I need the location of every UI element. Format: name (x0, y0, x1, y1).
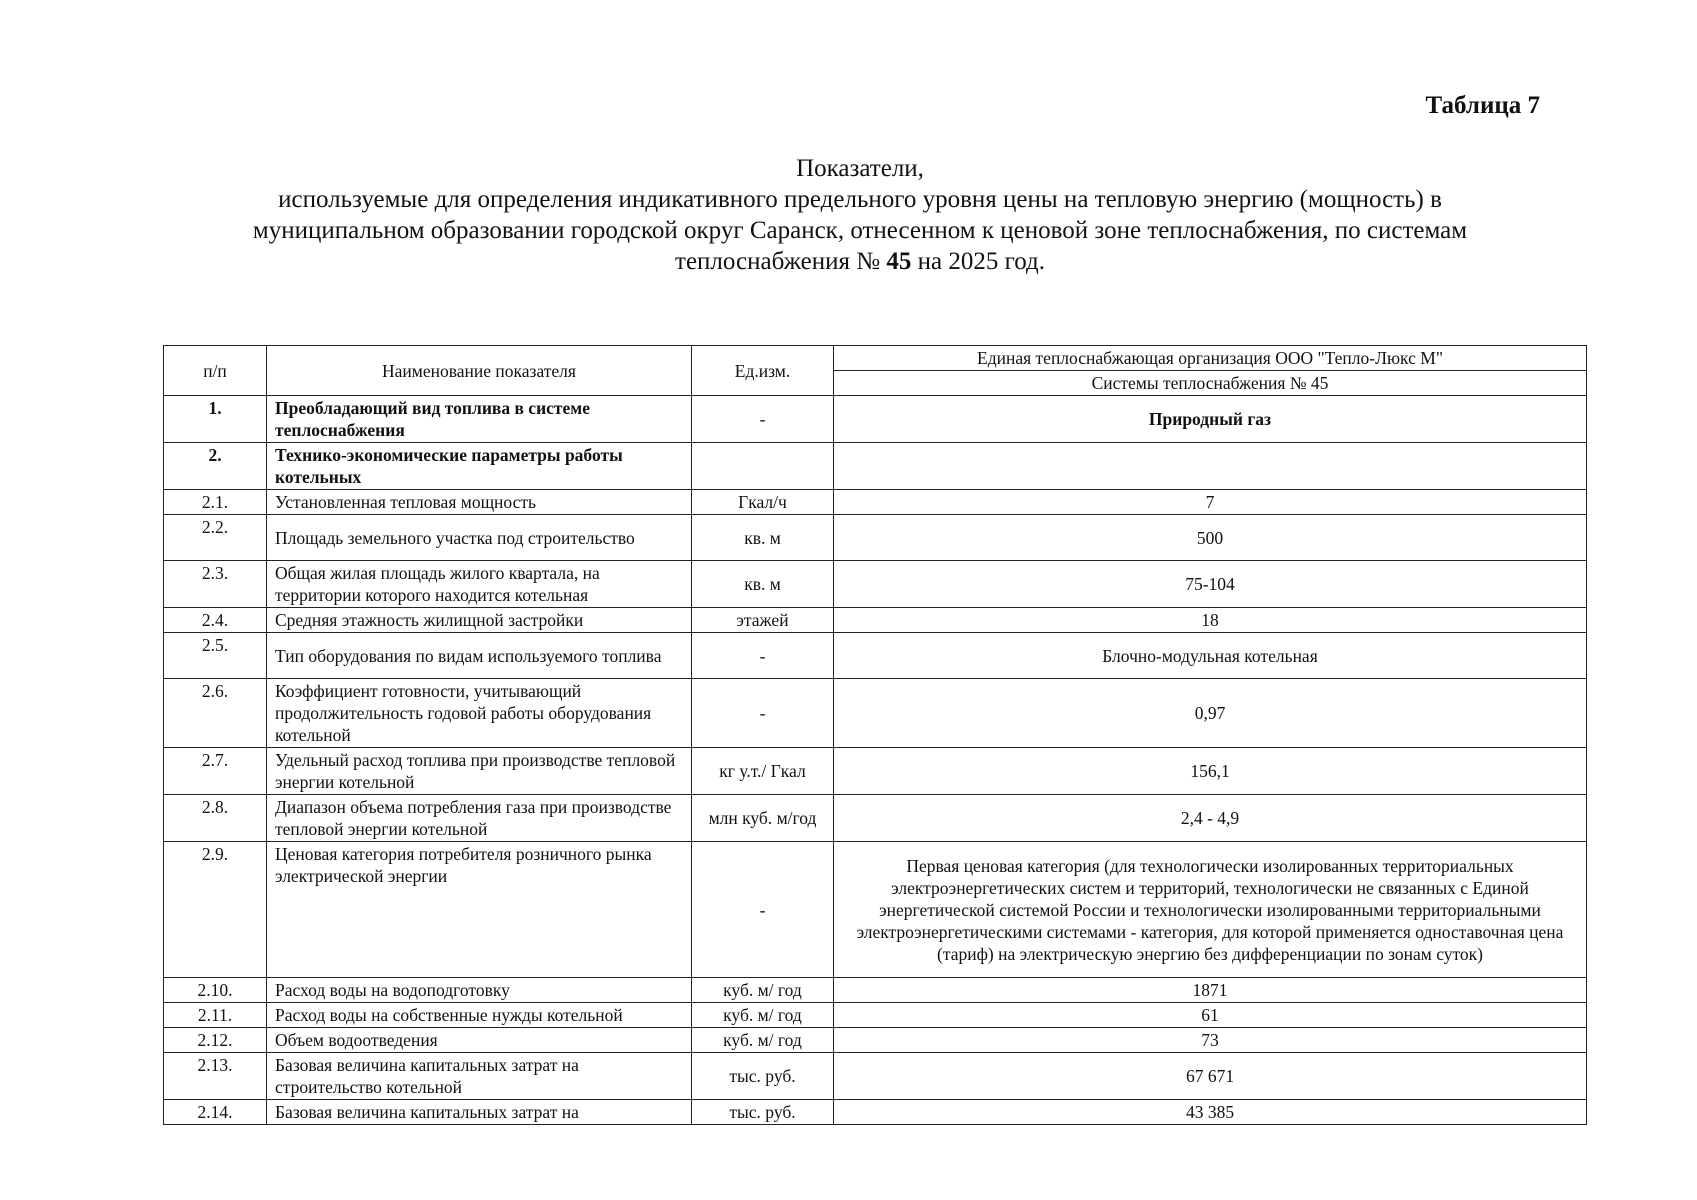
table-row (164, 608, 1587, 633)
row-name: Общая жилая площадь жилого квартала, на территории которого находится котельная (267, 561, 692, 608)
row-name: Средняя этажность жилищной застройки (267, 608, 692, 633)
row-num: 2.7. (164, 748, 267, 795)
row-num: 2.13. (164, 1053, 267, 1100)
table-row (164, 978, 1587, 1003)
row-num: 2.14. (164, 1100, 267, 1125)
row-value: 73 (834, 1028, 1587, 1053)
table-row (164, 443, 1587, 490)
row-unit: млн куб. м/год (692, 795, 834, 842)
row-num: 2.10. (164, 978, 267, 1003)
heading-line-4-pre: теплоснабжения № (675, 248, 881, 275)
row-value: 18 (834, 608, 1587, 633)
header-system: Системы теплоснабжения № 45 (834, 371, 1587, 396)
row-name: Установленная тепловая мощность (267, 490, 692, 515)
row-unit: куб. м/ год (692, 1028, 834, 1053)
heading-line-3: муниципальном образовании городской округ Саранск, отнесенном к ценовой зоне теплоснабжения, по системам (252, 217, 1468, 244)
heading-line-4 (160, 246, 1560, 277)
row-name: Удельный расход топлива при производстве тепловой энергии котельной (267, 748, 692, 795)
row-unit: - (692, 842, 834, 978)
row-value: 156,1 (834, 748, 1587, 795)
row-unit: куб. м/ год (692, 978, 834, 1003)
row-unit: этажей (692, 608, 834, 633)
row-name: Преобладающий вид топлива в системе теплоснабжения (267, 396, 692, 443)
row-name: Технико-экономические параметры работы котельных (267, 443, 692, 490)
table-row (164, 1053, 1587, 1100)
table-row (164, 515, 1587, 561)
heading-line-1: Показатели, (796, 155, 924, 182)
row-unit: - (692, 679, 834, 748)
table-row (164, 633, 1587, 679)
row-num: 2.4. (164, 608, 267, 633)
row-value: 67 671 (834, 1053, 1587, 1100)
row-unit: кг у.т./ Гкал (692, 748, 834, 795)
row-value (834, 443, 1587, 490)
row-unit: куб. м/ год (692, 1003, 834, 1028)
row-value: Блочно-модульная котельная (834, 633, 1587, 679)
row-name: Диапазон объема потребления газа при производстве тепловой энергии котельной (267, 795, 692, 842)
heading-line-2: используемые для определения индикативного предельного уровня цены на тепловую энергию (мощность) в (278, 186, 1442, 213)
row-unit: кв. м (692, 515, 834, 561)
row-value: 75-104 (834, 561, 1587, 608)
table-row (164, 679, 1587, 748)
row-num: 2.3. (164, 561, 267, 608)
header-num: п/п (164, 346, 267, 396)
row-name: Базовая величина капитальных затрат на строительство котельной (267, 1053, 692, 1100)
row-num: 1. (164, 396, 267, 443)
row-unit: - (692, 396, 834, 443)
table-label: Таблица 7 (1425, 92, 1540, 119)
row-unit: Гкал/ч (692, 490, 834, 515)
table-row (164, 1028, 1587, 1053)
row-name: Расход воды на собственные нужды котельной (267, 1003, 692, 1028)
row-value: 1871 (834, 978, 1587, 1003)
document-heading (160, 153, 1560, 277)
row-value: 2,4 - 4,9 (834, 795, 1587, 842)
row-name: Коэффициент готовности, учитывающий продолжительность годовой работы оборудования котельной (267, 679, 692, 748)
row-name: Площадь земельного участка под строительство (267, 515, 692, 561)
row-value: 7 (834, 490, 1587, 515)
row-value: 500 (834, 515, 1587, 561)
row-name: Ценовая категория потребителя розничного рынка электрической энергии (267, 842, 692, 978)
table-row (164, 561, 1587, 608)
row-name: Расход воды на водоподготовку (267, 978, 692, 1003)
heading-system-number: 45 (886, 248, 912, 275)
header-name: Наименование показателя (267, 346, 692, 396)
row-num: 2.12. (164, 1028, 267, 1053)
row-unit: кв. м (692, 561, 834, 608)
table-row (164, 396, 1587, 443)
indicators-table (163, 345, 1587, 1125)
row-value: 0,97 (834, 679, 1587, 748)
table-row (164, 490, 1587, 515)
row-name: Базовая величина капитальных затрат на (267, 1100, 692, 1125)
row-num: 2.6. (164, 679, 267, 748)
row-num: 2.8. (164, 795, 267, 842)
row-num: 2.11. (164, 1003, 267, 1028)
heading-line-4-post: на 2025 год. (917, 248, 1045, 275)
row-value: Первая ценовая категория (для технологически изолированных территориальных электроэнергетических систем и территорий, технологически не связанных с Единой энергетической системой России и технологически изолированными территориальными электроэнергетическими системами - категория, для которой применяется одноставочная цена (тариф) на электрическую энергию без дифференциации по зонам суток) (834, 842, 1587, 978)
row-value: Природный газ (834, 396, 1587, 443)
row-num: 2. (164, 443, 267, 490)
row-value: 43 385 (834, 1100, 1587, 1125)
row-num: 2.2. (164, 515, 267, 561)
table-row (164, 748, 1587, 795)
row-name: Объем водоотведения (267, 1028, 692, 1053)
row-num: 2.9. (164, 842, 267, 978)
table-row (164, 1100, 1587, 1125)
row-unit: - (692, 633, 834, 679)
row-num: 2.1. (164, 490, 267, 515)
row-unit (692, 443, 834, 490)
table-row (164, 1003, 1587, 1028)
header-organization: Единая теплоснабжающая организация ООО "Тепло-Люкс М" (834, 346, 1587, 371)
table-row (164, 842, 1587, 978)
row-num: 2.5. (164, 633, 267, 679)
table-row (164, 795, 1587, 842)
row-value: 61 (834, 1003, 1587, 1028)
header-unit: Ед.изм. (692, 346, 834, 396)
row-unit: тыс. руб. (692, 1100, 834, 1125)
row-unit: тыс. руб. (692, 1053, 834, 1100)
row-name: Тип оборудования по видам используемого топлива (267, 633, 692, 679)
